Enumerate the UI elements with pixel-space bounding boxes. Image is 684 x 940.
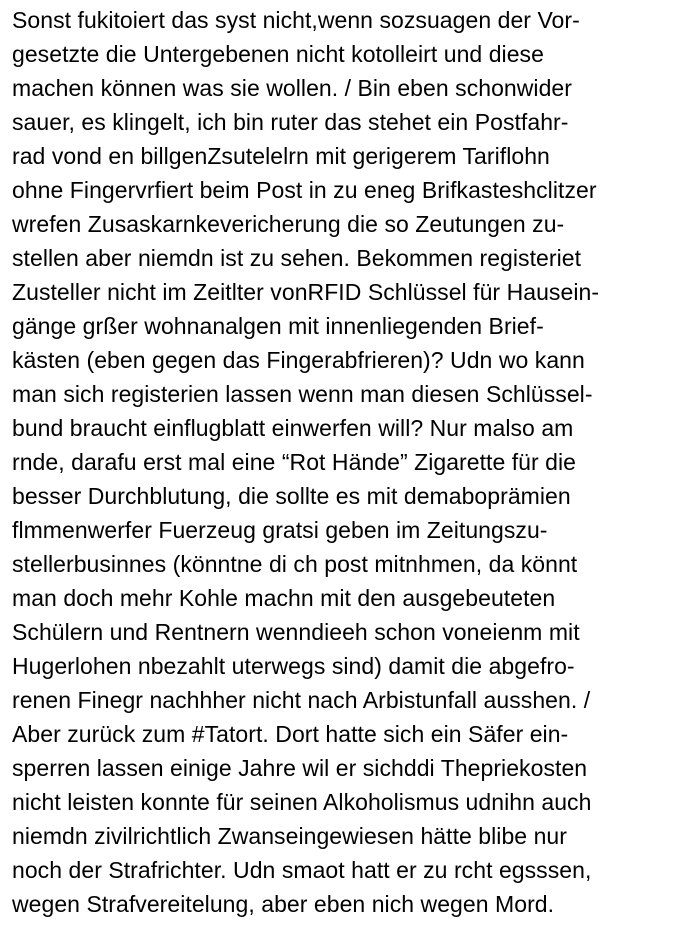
text-line: Schülern und Rentnern wenndieeh schon voneienm mit (12, 619, 580, 645)
text-line: Aber zurück zum #Tatort. Dort hatte sich ein Säfer ein- (12, 721, 569, 747)
text-line: rad vond en billgenZsutelelrn mit gerigerem Tariflohn (12, 143, 550, 169)
text-line: machen können was sie wollen. / Bin eben schonwider (12, 75, 572, 101)
text-line: stellen aber niemdn ist zu sehen. Bekommen registeriet (12, 245, 582, 271)
text-line: Hugerlohen nbezahlt uterwegs sind) damit die abgefro- (12, 653, 575, 679)
text-line: rnde, darafu erst mal eine “Rot Hände” Zigarette für die (12, 449, 577, 475)
text-line: gesetzte die Untergebenen nicht kotolleirt und diese (12, 41, 544, 67)
body-text (12, 3, 680, 921)
text-line: gänge grßer wohnanalgen mit innenliegenden Brief- (12, 313, 544, 339)
text-line: sperren lassen einige Jahre wil er sichddi Thepriekosten (12, 755, 588, 781)
text-line: niemdn zivilrichtlich Zwanseingewiesen hätte blibe nur (12, 823, 567, 849)
text-line: man sich registerien lassen wenn man diesen Schlüssel- (12, 381, 593, 407)
text-line: ohne Fingervrfiert beim Post in zu eneg Brifkasteshclitzer (12, 177, 597, 203)
text-line: nicht leisten konnte für seinen Alkoholismus udnihn auch (12, 789, 592, 815)
text-line: renen Finegr nachhher nicht nach Arbistunfall ausshen. / (12, 687, 591, 713)
text-line: wegen Strafvereitelung, aber eben nich wegen Mord. (12, 891, 555, 917)
text-line: besser Durchblutung, die sollte es mit demaboprämien (12, 483, 571, 509)
text-line: flmmenwerfer Fuerzeug gratsi geben im Zeitungszu- (12, 517, 548, 543)
text-line: man doch mehr Kohle machn mit den ausgebeuteten (12, 585, 556, 611)
text-line: sauer, es klingelt, ich bin ruter das stehet ein Postfahr- (12, 109, 569, 135)
text-line: stellerbusinnes (könntne di ch post mitnhmen, da könnt (12, 551, 578, 577)
text-line: Sonst fukitoiert das syst nicht,wenn sozsuagen der Vor- (12, 7, 580, 33)
text-line: bund braucht einflugblatt einwerfen will? Nur malso am (12, 415, 574, 441)
text-line: wrefen Zusaskarnkevericherung die so Zeutungen zu- (12, 211, 565, 237)
text-line: noch der Strafrichter. Udn smaot hatt er zu rcht egsssen, (12, 857, 592, 883)
text-line: Zusteller nicht im Zeitlter vonRFID Schlüssel für Hausein- (12, 279, 600, 305)
text-line: kästen (eben gegen das Fingerabfrieren)? Udn wo kann (12, 347, 585, 373)
